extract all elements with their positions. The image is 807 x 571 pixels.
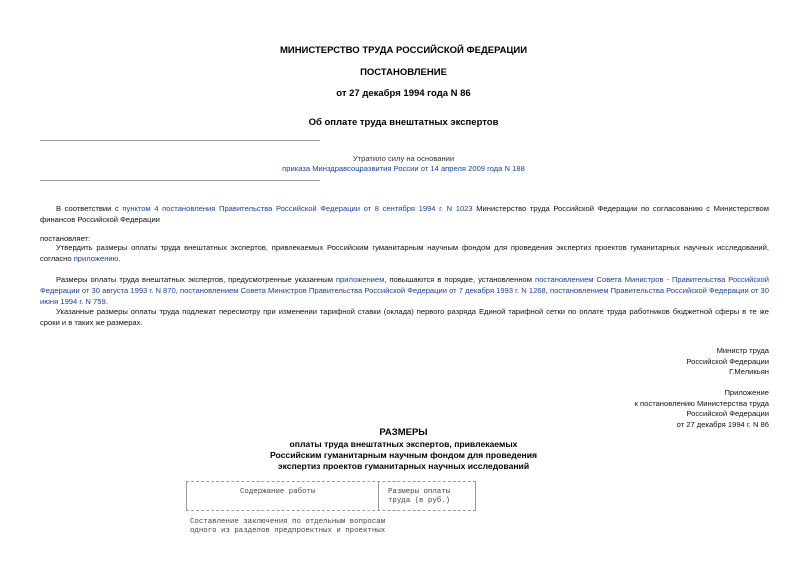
- table-border-mid: [378, 481, 379, 511]
- document-date: от 27 декабря 1994 года N 86: [336, 88, 471, 99]
- table-border-header: [186, 510, 476, 511]
- link-appendix[interactable]: приложению: [73, 254, 119, 263]
- signature-block: [686, 346, 769, 378]
- link-resolution-1023[interactable]: пунктом 4 постановления Правительства Российской Федерации от 8 сентября 1994 г. N 1023: [122, 204, 473, 213]
- paragraph-text: Размеры оплаты труда внештатных экспертов, предусмотренные указанным: [56, 275, 336, 284]
- table-border-right: [475, 481, 476, 511]
- paragraph-text: .: [105, 297, 108, 306]
- appendix-label: Приложение: [724, 388, 769, 397]
- sizes-heading: РАЗМЕРЫ: [379, 427, 428, 438]
- paragraph-text: .: [118, 254, 121, 263]
- paragraph-text: ,: [175, 286, 180, 295]
- link-appendix-2[interactable]: приложением: [335, 275, 385, 284]
- paragraph-text: ,: [545, 286, 550, 295]
- signature-position: Министр труда: [716, 346, 769, 355]
- table-header-amount-2: труда (в руб.): [388, 497, 451, 505]
- signature-org: Российской Федерации: [686, 356, 769, 366]
- paragraph-text: Министерство труда Российской Федерации по согласованию с Министерством финансов Российской Федерации: [40, 204, 769, 224]
- signature-name: Г.Меликьян: [729, 367, 769, 376]
- divider-top: [40, 140, 320, 141]
- decree-word: постановляет:: [40, 234, 91, 243]
- table-header-content: Содержание работы: [240, 488, 316, 496]
- ministry-name: МИНИСТЕРСТВО ТРУДА РОССИЙСКОЙ ФЕДЕРАЦИИ: [279, 45, 528, 56]
- status-note: Утратило силу на основании: [352, 154, 455, 163]
- sizes-subtitle-1: оплаты труда внештатных экспертов, привлекаемых: [289, 439, 518, 449]
- table-header-amount-1: Размеры оплаты: [388, 488, 451, 496]
- paragraph-text: , повышаются в порядке, установленном: [384, 275, 535, 284]
- link-resolution-759[interactable]: постановлением Правительства Российской Федерации от 30 июня 1994 г. N 759: [40, 286, 769, 306]
- table-row-line-1: Составление заключения по отдельным вопросам: [190, 518, 386, 526]
- paragraph-basis: [40, 203, 769, 225]
- document-type: ПОСТАНОВЛЕНИЕ: [360, 67, 447, 78]
- paragraph-text: В соответствии с: [56, 204, 123, 213]
- table-row-line-2: одного из разделов предпроектных и проектных: [190, 527, 386, 535]
- status-link-wrap: [0, 164, 807, 173]
- paragraph-revision: Указанные размеры оплаты труда подлежат пересмотру при изменении тарифной ставки (оклада) первого разряда Единой тарифной сетки по оплате труда работников бюджетной сферы в те же сроки и в таких же размерах.: [40, 307, 769, 327]
- divider-bottom: [40, 180, 320, 181]
- appendix-org: Российской Федерации: [686, 409, 769, 418]
- appendix-ref: к постановлению Министерства труда: [634, 398, 769, 408]
- paragraph-text: Утвердить размеры оплаты труда внештатных экспертов, привлекаемых Российским гуманитарным научным фондом для проведения экспертиз проектов гуманитарных научных исследований, согласно: [40, 243, 769, 263]
- sizes-subtitle-3: экспертиз проектов гуманитарных научных исследований: [277, 461, 530, 471]
- link-resolution-870[interactable]: постановлением Совета Министров - Правительства Российской Федерации от 30 августа 1993 г. N 870: [40, 275, 770, 295]
- table-border-left: [186, 481, 187, 511]
- paragraph-raise: [40, 274, 769, 307]
- paragraph-approve: [40, 242, 769, 264]
- appendix-block: [635, 388, 769, 430]
- document-title: Об оплате труда внештатных экспертов: [308, 117, 499, 128]
- link-resolution-1268[interactable]: постановлением Совета Министров Правительства Российской Федерации от 7 декабря 1993 г. N 1268: [179, 286, 546, 295]
- status-repeal-link[interactable]: приказа Минздравсоцразвития России от 14 апреля 2009 года N 188: [282, 164, 525, 173]
- sizes-subtitle-2: Российским гуманитарным научным фондом для проведения: [269, 450, 537, 460]
- appendix-date: от 27 декабря 1994 г. N 86: [676, 419, 769, 429]
- table-border-top: [186, 481, 476, 482]
